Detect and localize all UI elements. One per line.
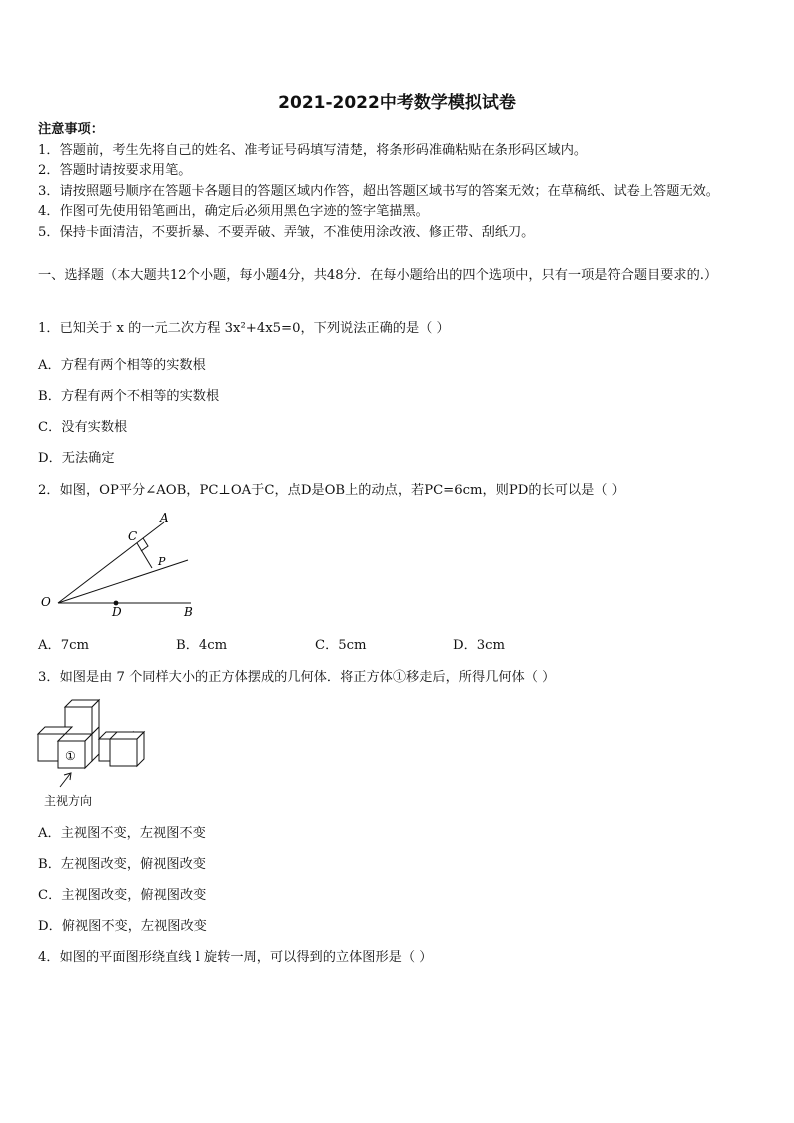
page-title: 2021-2022中考数学模拟试卷 <box>278 93 516 113</box>
notice-heading: 注意事项： <box>38 122 104 137</box>
question-1-option-a: A．方程有两个相等的实数根 <box>38 358 206 373</box>
notice-item-1: 1．答题前，考生先将自己的姓名、准考证号码填写清楚，将条形码准确粘贴在条形码区域内。 <box>38 143 588 158</box>
label-b: B <box>184 605 193 619</box>
notice-item-3: 3．请按照题号顺序在答题卡各题目的答题区域内作答，超出答题区域书写的答案无效；在草稿纸、试卷上答题无效。 <box>38 184 719 199</box>
question-3-option-b: B．左视图改变，俯视图改变 <box>38 857 206 872</box>
segment-pc <box>137 543 152 568</box>
angle-bisector-figure <box>36 508 206 620</box>
notice-item-5: 5．保持卡面清洁，不要折暴、不要弄破、弄皱，不准使用涂改液、修正带、刮纸刀。 <box>38 225 535 240</box>
question-2-option-d: D．3cm <box>453 638 506 653</box>
view-direction-caption: 主视方向 <box>44 794 93 808</box>
direction-arrow-shaft <box>60 774 70 787</box>
ray-oa <box>58 522 164 603</box>
label-o: O <box>41 595 51 609</box>
label-d: D <box>112 605 122 619</box>
far-right-cube-front <box>110 739 137 766</box>
question-1-stem: 1．已知关于 x 的一元二次方程 3x²+4x5=0，下列说法正确的是（ ） <box>38 321 450 336</box>
question-3-option-c: C．主视图改变，俯视图改变 <box>38 888 207 903</box>
right-angle-mark <box>141 538 148 551</box>
question-2-option-b: B．4cm <box>176 638 228 653</box>
question-3-stem: 3．如图是由 7 个同样大小的正方体摆成的几何体．将正方体①移走后，所得几何体（ ） <box>38 670 556 685</box>
question-1-option-c: C．没有实数根 <box>38 420 128 435</box>
notice-item-4: 4．作图可先使用铅笔画出，确定后必须用黑色字迹的签字笔描黑。 <box>38 204 429 219</box>
section-heading: 一、选择题（本大题共12个小题，每小题4分，共48分．在每小题给出的四个选项中，只有一项是符合题目要求的.） <box>38 268 718 283</box>
notice-item-2: 2．答题时请按要求用笔。 <box>38 163 192 178</box>
label-a: A <box>160 511 169 525</box>
label-c: C <box>128 529 138 543</box>
label-p: P <box>158 555 166 568</box>
question-2-option-a: A．7cm <box>38 638 89 653</box>
ray-op <box>58 560 188 603</box>
question-2-stem: 2．如图，OP平分∠AOB，PC⊥OA于C，点D是OB上的动点，若PC=6cm，则PD的长可以是（ ） <box>38 483 625 498</box>
question-2-option-c: C．5cm <box>315 638 367 653</box>
question-3-option-a: A．主视图不变，左视图不变 <box>38 826 206 841</box>
question-1-option-b: B．方程有两个不相等的实数根 <box>38 389 220 404</box>
question-1-option-d: D．无法确定 <box>38 451 115 466</box>
question-4-stem: 4．如图的平面图形绕直线 l 旋转一周，可以得到的立体图形是（ ） <box>38 950 433 965</box>
cube-one-mark: ① <box>65 749 76 763</box>
question-3-option-d: D．俯视图不变，左视图改变 <box>38 919 207 934</box>
cube-arrangement-figure <box>36 693 156 789</box>
